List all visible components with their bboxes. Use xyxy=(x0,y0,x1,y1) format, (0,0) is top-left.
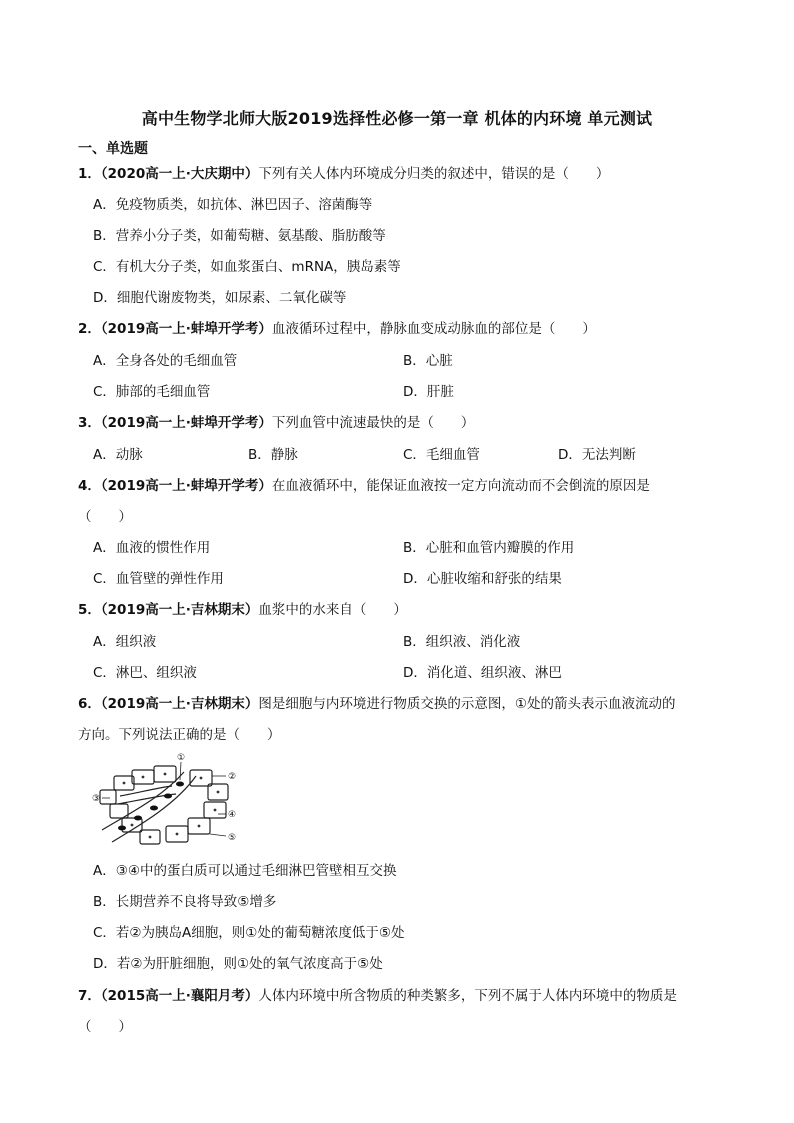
option-5b: B．组织液、消化液 xyxy=(403,634,521,650)
label-3: ③ xyxy=(92,794,101,804)
question-3 xyxy=(78,413,474,433)
blood-cell xyxy=(118,826,126,831)
cell-nucleus xyxy=(142,776,145,779)
label-1: ① xyxy=(177,753,186,763)
option-2b: B．心脏 xyxy=(403,353,453,369)
question-4 xyxy=(78,476,650,496)
cell-nucleus xyxy=(176,833,179,836)
cell-nucleus xyxy=(164,773,167,776)
cell-nucleus xyxy=(149,836,152,839)
section-heading: 一、单选题 xyxy=(78,141,148,157)
option-2c: C．肺部的毛细血管 xyxy=(93,384,211,400)
question-source: （2019高一上·蚌埠开学考） xyxy=(100,321,272,337)
question-number: 1． xyxy=(78,166,101,182)
cell-nucleus xyxy=(200,777,203,780)
option-6b: B．长期营养不良将导致⑤增多 xyxy=(93,894,277,910)
question-number: 6． xyxy=(78,696,101,712)
blood-cell xyxy=(176,782,184,787)
question-stem-continued: （ ） xyxy=(78,1019,132,1035)
question-stem: 血浆中的水来自（ ） xyxy=(258,602,407,618)
label-5: ⑤ xyxy=(228,833,237,843)
question-number: 3． xyxy=(78,415,101,431)
option-1a: A．免疫物质类，如抗体、淋巴因子、溶菌酶等 xyxy=(93,197,373,213)
option-1d: D．细胞代谢废物类，如尿素、二氧化碳等 xyxy=(93,290,347,306)
option-4d: D．心脏收缩和舒张的结果 xyxy=(403,571,562,587)
question-1 xyxy=(78,164,609,184)
question-source: （2015高一上·襄阳月考） xyxy=(100,988,259,1004)
cell-exchange-diagram xyxy=(92,752,242,852)
question-stem: 人体内环境中所含物质的种类繁多，下列不属于人体内环境中的物质是 xyxy=(258,988,677,1004)
question-number: 5． xyxy=(78,602,101,618)
question-number: 2． xyxy=(78,321,101,337)
option-1b: B．营养小分子类，如葡萄糖、氨基酸、脂肪酸等 xyxy=(93,228,386,244)
option-5c: C．淋巴、组织液 xyxy=(93,665,197,681)
blood-cell xyxy=(150,806,158,811)
cell-nucleus xyxy=(198,825,201,828)
option-6d: D．若②为肝脏细胞，则①处的氧气浓度高于⑤处 xyxy=(93,956,383,972)
option-3a: A．动脉 xyxy=(93,447,143,463)
option-6a: A．③④中的蛋白质可以通过毛细淋巴管壁相互交换 xyxy=(93,863,397,879)
label-4: ④ xyxy=(228,810,237,820)
question-source: （2019高一上·蚌埠开学考） xyxy=(100,415,272,431)
option-3c: C．毛细血管 xyxy=(403,447,480,463)
question-number: 4． xyxy=(78,478,101,494)
blood-cell xyxy=(134,816,142,821)
question-stem: 下列血管中流速最快的是（ ） xyxy=(271,415,475,431)
blood-cell xyxy=(164,794,172,799)
option-4a: A．血液的惯性作用 xyxy=(93,540,211,556)
label-2: ② xyxy=(228,772,237,782)
question-source: （2019高一上·蚌埠开学考） xyxy=(100,478,272,494)
cell-nucleus xyxy=(131,824,134,827)
question-7 xyxy=(78,986,677,1006)
question-stem: 在血液循环中，能保证血液按一定方向流动而不会倒流的原因是 xyxy=(271,478,650,494)
question-source: （2019高一上·吉林期末） xyxy=(100,602,259,618)
option-6c: C．若②为胰岛A细胞，则①处的葡萄糖浓度低于⑤处 xyxy=(93,925,405,941)
leader-line xyxy=(210,834,226,836)
option-2d: D．肝脏 xyxy=(403,384,454,400)
question-stem-continued: 方向。下列说法正确的是（ ） xyxy=(78,727,281,743)
option-3d: D．无法判断 xyxy=(558,447,636,463)
option-2a: A．全身各处的毛细血管 xyxy=(93,353,238,369)
question-stem: 血液循环过程中，静脉血变成动脉血的部位是（ ） xyxy=(271,321,596,337)
page-title: 高中生物学北师大版2019选择性必修一第一章 机体的内环境 单元测试 xyxy=(141,109,653,128)
question-2 xyxy=(78,319,596,339)
leader-line xyxy=(180,762,181,780)
option-1c: C．有机大分子类，如血浆蛋白、mRNA，胰岛素等 xyxy=(93,259,401,275)
question-source: （2020高一上·大庆期中） xyxy=(100,166,259,182)
cell-nucleus xyxy=(123,782,126,785)
option-4b: B．心脏和血管内瓣膜的作用 xyxy=(403,540,575,556)
question-source: （2019高一上·吉林期末） xyxy=(100,696,259,712)
option-4c: C．血管壁的弹性作用 xyxy=(93,571,224,587)
question-number: 7． xyxy=(78,988,101,1004)
question-stem-continued: （ ） xyxy=(78,509,132,525)
option-5d: D．消化道、组织液、淋巴 xyxy=(403,665,562,681)
option-3b: B．静脉 xyxy=(248,447,298,463)
question-5 xyxy=(78,600,407,620)
question-6 xyxy=(78,694,675,714)
question-stem: 图是细胞与内环境进行物质交换的示意图，①处的箭头表示血液流动的 xyxy=(258,696,676,712)
cell-nucleus xyxy=(214,809,217,812)
tissue-cell xyxy=(100,790,116,804)
cell-nucleus xyxy=(217,791,220,794)
option-5a: A．组织液 xyxy=(93,634,157,650)
question-stem: 下列有关人体内环境成分归类的叙述中，错误的是（ ） xyxy=(258,166,610,182)
